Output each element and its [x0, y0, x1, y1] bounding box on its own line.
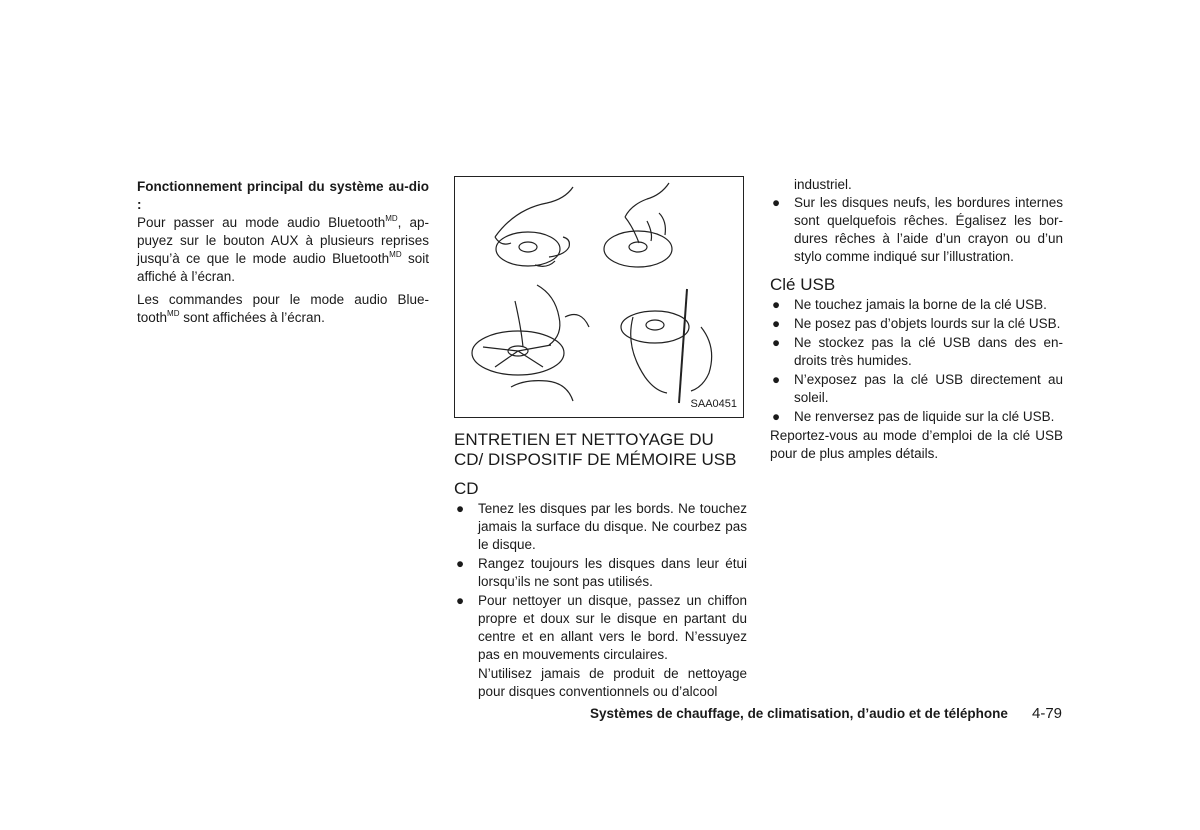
- left-column: [137, 178, 429, 332]
- cd-edge-list: [770, 194, 1063, 266]
- section-title-maintenance: ENTRETIEN ET NETTOYAGE DU CD/ DISPOSITIF DE MÉMOIRE USB: [454, 430, 737, 469]
- list-item: ● Ne posez pas d’objets lourds sur la clé USB.: [772, 316, 1061, 331]
- bullet-icon: ●: [772, 409, 781, 424]
- list-item: ● Sur les disques neufs, les bordures internes sont quelquefois rêches. Égalisez les bor-dures rêches à l’aide d’un crayon ou d’un stylo comme indiqué sur l’illustration.: [772, 195, 1063, 264]
- continued-text: industriel.: [794, 177, 852, 192]
- usb-manual-reference: Reportez-vous au mode d’emploi de la clé USB pour de plus amples détails.: [770, 428, 1063, 461]
- list-item: ● N’exposez pas la clé USB directement au soleil.: [772, 372, 1063, 405]
- cd-care-list: [454, 500, 747, 664]
- bullet-icon: ●: [456, 556, 465, 571]
- bullet-icon: ●: [456, 593, 465, 608]
- bullet-icon: ●: [772, 372, 781, 387]
- figure-label: SAA0451: [690, 398, 737, 410]
- list-item: ● Ne touchez jamais la borne de la clé USB.: [772, 297, 1047, 312]
- paragraph-bluetooth-mode: Pour passer au mode audio Bluetooth$^{MD}$, ap-puyez sur le bouton AUX à plusieurs reprises jusqu’à ce que le mode audio Bluetooth$^{MD}$ soit affiché à l’écran.: [137, 214, 430, 284]
- right-column: [770, 176, 1063, 463]
- list-item: ● Tenez les disques par les bords. Ne touchez jamais la surface du disque. Ne courbez pas le disque.: [456, 501, 747, 552]
- subsection-title-usb: Clé USB: [770, 275, 836, 294]
- bullet-icon: ●: [456, 501, 465, 516]
- cd-handling-drawing: [455, 177, 745, 419]
- list-item: ● Pour nettoyer un disque, passez un chiffon propre et doux sur le disque en partant du centre et en allant vers le bord. N’essuyez pas en mouvements circulaires.: [456, 593, 747, 662]
- bullet-icon: ●: [772, 297, 781, 312]
- bullet-icon: ●: [772, 195, 781, 210]
- bullet-icon: ●: [772, 335, 781, 350]
- bullet-icon: ●: [772, 316, 781, 331]
- list-item: ● Rangez toujours les disques dans leur étui lorsqu’ils ne sont pas utilisés.: [456, 556, 747, 589]
- subsection-title-cd: CD: [454, 479, 479, 498]
- cd-handling-illustration: [454, 176, 744, 418]
- list-item: ● Ne stockez pas la clé USB dans des en-droits très humides.: [772, 335, 1063, 368]
- cleaning-warning: N’utilisez jamais de produit de nettoyage pour disques conventionnels ou d’alcool: [478, 666, 747, 699]
- list-item: ● Ne renversez pas de liquide sur la clé USB.: [772, 409, 1055, 424]
- middle-column: [454, 176, 747, 701]
- paragraph-bluetooth-controls: Les commandes pour le mode audio Blue-tooth$^{MD}$ sont affichées à l’écran.: [137, 292, 429, 325]
- usb-care-list: [770, 296, 1063, 426]
- page-footer-title: Systèmes de chauffage, de climatisation, d’audio et de téléphone: [590, 706, 1008, 721]
- section-subheading: Fonctionnement principal du système au-dio :: [137, 179, 429, 212]
- page-number: 4-79: [1032, 705, 1063, 722]
